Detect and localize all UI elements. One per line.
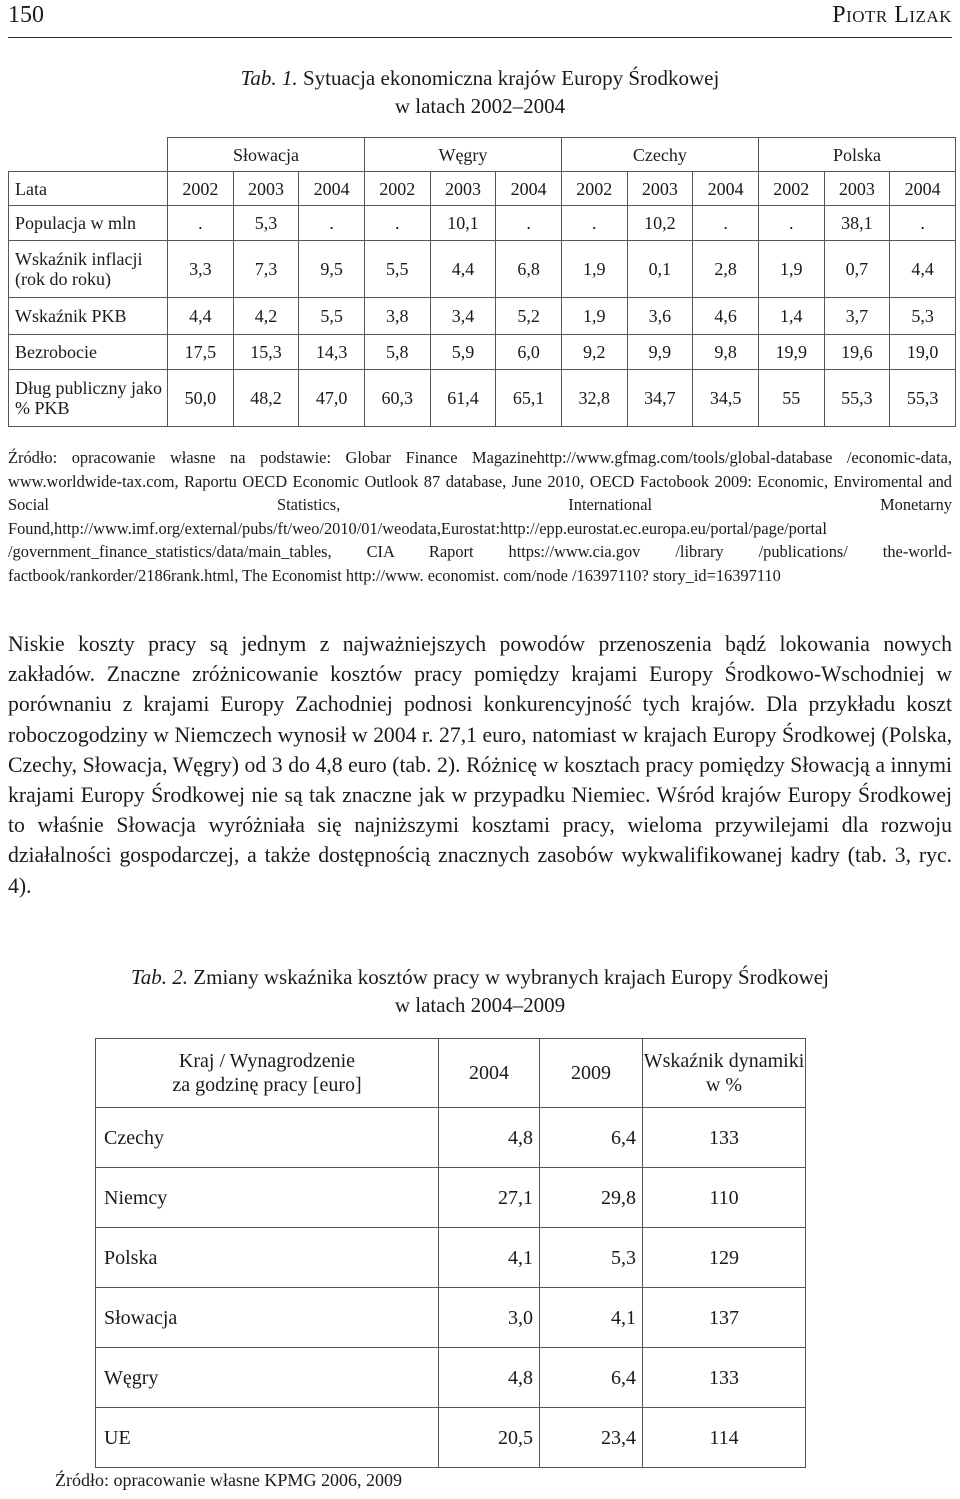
table2-value-2004: 4,1 <box>439 1228 540 1288</box>
table1-cell: 15,3 <box>233 335 299 370</box>
table1-cell: 5,9 <box>430 335 496 370</box>
table2-source-note: Źródło: opracowanie własne KPMG 2006, 2009 <box>55 1470 402 1490</box>
table1-cell: 3,4 <box>430 298 496 335</box>
header-rule <box>8 37 952 38</box>
table1-corner-cell <box>9 138 168 172</box>
table1-cell: . <box>364 206 430 241</box>
table1-cell: 55,3 <box>824 370 890 427</box>
table1-cell: 47,0 <box>299 370 365 427</box>
table1-cell: 6,0 <box>496 335 562 370</box>
table1-cell: 3,8 <box>364 298 430 335</box>
table1-cell: 55,3 <box>890 370 956 427</box>
table1-cell: 19,9 <box>758 335 824 370</box>
table1-cell: 1,9 <box>561 298 627 335</box>
table2-value-2009: 23,4 <box>540 1408 643 1468</box>
table1-years-row <box>9 172 956 206</box>
table1-cell: 60,3 <box>364 370 430 427</box>
table2-country: Polska <box>96 1228 439 1288</box>
table2-index: 129 <box>643 1228 806 1288</box>
table1-cell: . <box>168 206 234 241</box>
table1-year-cell: 2002 <box>168 172 234 206</box>
table1-cell: 65,1 <box>496 370 562 427</box>
table1-cell: 4,6 <box>693 298 759 335</box>
table1-cell: 55 <box>758 370 824 427</box>
table1-source-note: Źródło: opracowanie własne na podstawie: Globar Finance Magazinehttp://www.gfmag.com/tools/global-database /economic-data, www.worldwide-tax.com, Raportu OECD Economic Outlook 87 database, June 2010, OECD Factobook 2009: Economic, Enviromental and Social Statistics, International Monetarny Found,http://www.imf.org/external/pubs/ft/weo/2010/01/weodata,Eurostat:http://epp.eurostat.ec.europa.eu/portal/page/portal /government_finance_statistics/data/main_tables, CIA Raport https://www.cia.gov /library /publications/ the-world-factbook/rankorder/2186rank.html, The Economist http://www. economist. com/node /16397110? story_id=16397110 <box>8 448 952 585</box>
table2-row <box>96 1168 806 1228</box>
table1-cell: 6,8 <box>496 241 562 298</box>
table2-index: 133 <box>643 1348 806 1408</box>
table1-cell: 5,5 <box>299 298 365 335</box>
table1-cell: 5,8 <box>364 335 430 370</box>
table2-value-2004: 4,8 <box>439 1108 540 1168</box>
table2-row <box>96 1108 806 1168</box>
table2-value-2009: 5,3 <box>540 1228 643 1288</box>
table1-cell: 17,5 <box>168 335 234 370</box>
table2-row <box>96 1228 806 1288</box>
table1-cell: 5,5 <box>364 241 430 298</box>
table2-row <box>96 1288 806 1348</box>
table1-cell: 34,7 <box>627 370 693 427</box>
table1-row-public-debt <box>9 370 956 427</box>
table1-cell: 9,8 <box>693 335 759 370</box>
table1-year-cell: 2002 <box>561 172 627 206</box>
table1-cell: 48,2 <box>233 370 299 427</box>
table1-caption <box>0 64 960 120</box>
table1-cell: 1,9 <box>758 241 824 298</box>
table1-row-unemployment <box>9 335 956 370</box>
table1-year-cell: 2004 <box>496 172 562 206</box>
table1-year-cell: 2003 <box>627 172 693 206</box>
table2-caption-title: Zmiany wskaźnika kosztów pracy w wybranych krajach Europy Środkowej <box>193 965 829 989</box>
table1-cell: 19,0 <box>890 335 956 370</box>
table2-country: Węgry <box>96 1348 439 1408</box>
table1-cell: 0,7 <box>824 241 890 298</box>
table1-row-gdp <box>9 298 956 335</box>
table2-value-2004: 27,1 <box>439 1168 540 1228</box>
table2-header-index <box>643 1039 806 1108</box>
table1-row-label: Bezrobocie <box>9 335 168 370</box>
table2-country: Niemcy <box>96 1168 439 1228</box>
table1-year-cell: 2003 <box>233 172 299 206</box>
table2-value-2009: 29,8 <box>540 1168 643 1228</box>
table1-row-inflation <box>9 241 956 298</box>
table1-row-population <box>9 206 956 241</box>
table2-value-2009: 4,1 <box>540 1288 643 1348</box>
table1-cell: 9,2 <box>561 335 627 370</box>
table2-value-2004: 20,5 <box>439 1408 540 1468</box>
table1-cell: 3,6 <box>627 298 693 335</box>
table1-cell: 14,3 <box>299 335 365 370</box>
table1-cell: 4,2 <box>233 298 299 335</box>
page-number: 150 <box>8 2 44 28</box>
table2-country: UE <box>96 1408 439 1468</box>
table2-caption-years: w latach 2004–2009 <box>394 993 566 1017</box>
table2-header-country-line1: Kraj / Wynagrodzenie <box>178 1050 356 1072</box>
table1-economic-situation <box>8 137 956 427</box>
table1-cell: 5,2 <box>496 298 562 335</box>
table1-year-cell: 2004 <box>299 172 365 206</box>
table2-header-index-line2: w % <box>705 1074 743 1096</box>
table2-caption <box>0 963 960 1019</box>
table2-value-2004: 4,8 <box>439 1348 540 1408</box>
table2-value-2009: 6,4 <box>540 1348 643 1408</box>
table1-caption-title: Sytuacja ekonomiczna krajów Europy Środkowej <box>302 66 720 90</box>
table2-row <box>96 1348 806 1408</box>
table1-year-cell: 2002 <box>758 172 824 206</box>
body-paragraph: Niskie koszty pracy są jednym z najważniejszych powodów przenoszenia bądź lokowania nowych zakładów. Znaczne zróżnicowanie kosztów pracy pomiędzy krajami Europy Środkowo-Wschodniej w porównaniu z krajami Europy Zachodniej podnosi konkurencyjność tych krajów. Dla przykładu koszt roboczogodziny w Niemczech wynosił w 2004 r. 27,1 euro, natomiast w krajach Europy Środkowej (Polska, Czechy, Słowacja, Węgry) od 3 do 4,8 euro (tab. 2). Różnicę w kosztach pracy pomiędzy Słowacją a innymi krajami Europy Środkowej nie są tak znaczne jak w przypadku Niemiec. Wśród krajów Europy Środkowej to właśnie Słowacja wyróżniała się najniższymi kosztami pracy, wieloma przywilejami dla rozwoju działalności gospodarczej, a także dostępnością znacznych zasobów wykwalifikowanej kadry (tab. 3, ryc. 4). <box>8 632 952 898</box>
table1-cell: 1,9 <box>561 241 627 298</box>
table1-cell: . <box>693 206 759 241</box>
running-head-author: Piotr Lizak <box>832 2 952 28</box>
table1-year-cell: 2004 <box>693 172 759 206</box>
table2-header-2004: 2004 <box>439 1039 540 1108</box>
table1-cell: 61,4 <box>430 370 496 427</box>
table1-cell: 3,3 <box>168 241 234 298</box>
table1-cell: 1,4 <box>758 298 824 335</box>
table1-cell: 5,3 <box>890 298 956 335</box>
table1-cell: 32,8 <box>561 370 627 427</box>
table1-caption-years: w latach 2002–2004 <box>394 94 566 118</box>
table2-row <box>96 1408 806 1468</box>
table1-cell: . <box>561 206 627 241</box>
table1-cell: 10,1 <box>430 206 496 241</box>
table1-cell: 50,0 <box>168 370 234 427</box>
table2-index: 133 <box>643 1108 806 1168</box>
table2-labour-cost <box>95 1038 806 1468</box>
table1-cell: 10,2 <box>627 206 693 241</box>
table2-header-country-line2: za godzinę pracy [euro] <box>172 1074 362 1096</box>
table1-cell: 5,3 <box>233 206 299 241</box>
table1-row-label: Dług publiczny jako % PKB <box>9 370 168 427</box>
table1-country-header: Węgry <box>364 138 561 172</box>
table2-country: Słowacja <box>96 1288 439 1348</box>
table1-country-header-row <box>9 138 956 172</box>
table1-row-label: Wskaźnik PKB <box>9 298 168 335</box>
table1-row-label: Populacja w mln <box>9 206 168 241</box>
table1-cell: 4,4 <box>430 241 496 298</box>
table1-caption-number: Tab. 1. <box>240 66 298 90</box>
table1-year-cell: 2002 <box>364 172 430 206</box>
table1-country-header: Słowacja <box>168 138 365 172</box>
table2-header-2009: 2009 <box>540 1039 643 1108</box>
table1-cell: 2,8 <box>693 241 759 298</box>
table1-years-label: Lata <box>9 172 168 206</box>
table2-value-2009: 6,4 <box>540 1108 643 1168</box>
table1-cell: 34,5 <box>693 370 759 427</box>
table1-year-cell: 2003 <box>430 172 496 206</box>
table1-cell: 4,4 <box>890 241 956 298</box>
table2-header-row <box>96 1039 806 1108</box>
table1-cell: . <box>299 206 365 241</box>
table2-index: 114 <box>643 1408 806 1468</box>
table2-index: 110 <box>643 1168 806 1228</box>
table2-country: Czechy <box>96 1108 439 1168</box>
table2-header-country <box>96 1039 439 1108</box>
table1-cell: . <box>890 206 956 241</box>
table2-header-index-line1: Wskaźnik dynamiki <box>643 1050 805 1072</box>
table1-cell: . <box>496 206 562 241</box>
table2-index: 137 <box>643 1288 806 1348</box>
table1-cell: 9,5 <box>299 241 365 298</box>
table1-cell: 7,3 <box>233 241 299 298</box>
table1-country-header: Czechy <box>561 138 758 172</box>
table1-cell: 9,9 <box>627 335 693 370</box>
table1-cell: 19,6 <box>824 335 890 370</box>
table1-country-header: Polska <box>758 138 955 172</box>
table1-cell: . <box>758 206 824 241</box>
table1-cell: 0,1 <box>627 241 693 298</box>
table1-year-cell: 2004 <box>890 172 956 206</box>
table1-year-cell: 2003 <box>824 172 890 206</box>
table1-row-label: Wskaźnik inflacji (rok do roku) <box>9 241 168 298</box>
table1-cell: 3,7 <box>824 298 890 335</box>
table2-value-2004: 3,0 <box>439 1288 540 1348</box>
table1-cell: 4,4 <box>168 298 234 335</box>
table2-caption-number: Tab. 2. <box>131 965 189 989</box>
table1-cell: 38,1 <box>824 206 890 241</box>
